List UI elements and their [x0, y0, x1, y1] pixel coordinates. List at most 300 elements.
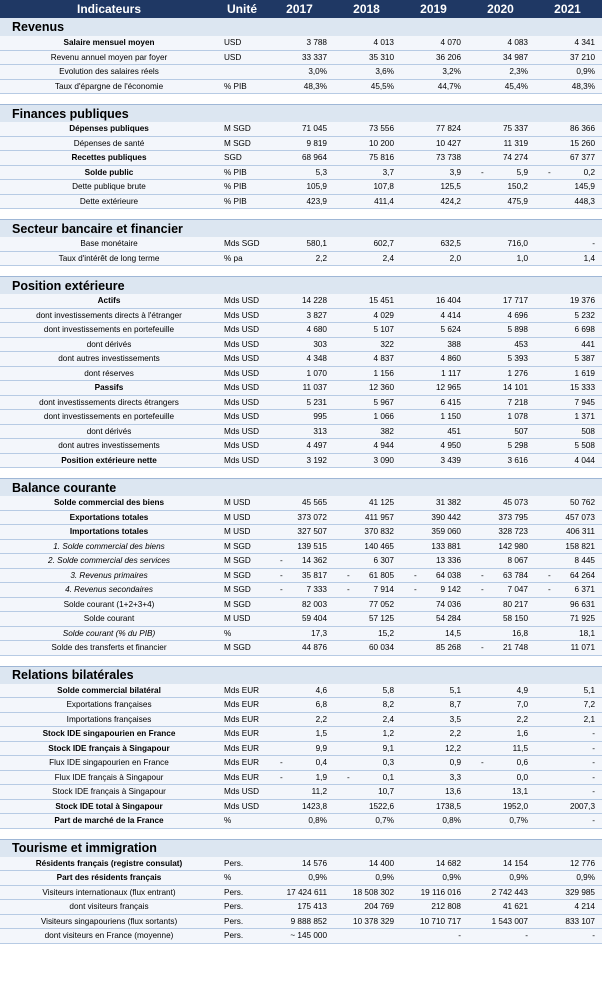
row-label: Position extérieure nette — [61, 455, 157, 465]
table-row — [0, 396, 602, 411]
row-label: 1. Solde commercial des biens — [53, 541, 165, 551]
row-value: 33 337 — [301, 52, 327, 62]
row-value: 2,0 — [449, 253, 461, 263]
section-title: Finances publiques — [0, 104, 602, 122]
table-row — [0, 684, 602, 699]
row-value: 140 465 — [364, 541, 394, 551]
row-value: 82 003 — [301, 599, 327, 609]
row-unit: M USD — [224, 614, 251, 624]
row-value: 85 268 — [435, 643, 461, 653]
row-label: dont dérivés — [86, 339, 132, 349]
row-value: 373 795 — [498, 512, 528, 522]
row-unit: % — [224, 873, 232, 883]
row-unit: Mds USD — [224, 441, 260, 451]
row-value: - 6 371 — [548, 585, 595, 595]
row-label: Exportations totales — [69, 512, 149, 522]
row-value: 10,7 — [378, 787, 394, 797]
row-value: 13,1 — [512, 787, 528, 797]
row-value: 5 898 — [507, 325, 528, 335]
row-value: 453 — [514, 339, 528, 349]
row-unit: % pa — [224, 253, 243, 263]
row-value: 313 — [313, 426, 327, 436]
row-value: 5 298 — [507, 441, 528, 451]
row-value: - — [592, 239, 595, 249]
table-row — [0, 771, 602, 786]
row-value: 448,3 — [574, 196, 595, 206]
row-value: 4 414 — [440, 310, 461, 320]
section-spacer — [0, 94, 602, 104]
row-value: 4 950 — [440, 441, 461, 451]
row-value: 10 200 — [368, 138, 394, 148]
row-value: 44 876 — [301, 643, 327, 653]
row-value: 1 078 — [507, 412, 528, 422]
row-value: 77 052 — [368, 599, 394, 609]
row-value: - 0,4 — [280, 758, 327, 768]
row-unit: M SGD — [224, 585, 251, 595]
row-unit: M SGD — [224, 541, 251, 551]
row-value: - 64 038 — [414, 570, 461, 580]
row-value: 0,9% — [509, 873, 528, 883]
row-label: Evolution des salaires réels — [59, 67, 159, 77]
row-value: 1,0 — [516, 253, 528, 263]
row-value: 1,5 — [315, 729, 327, 739]
row-label: dont visiteurs français — [69, 902, 149, 912]
table-row — [0, 900, 602, 915]
row-unit: Mds USD — [224, 325, 260, 335]
row-value: 34 987 — [502, 52, 528, 62]
row-label: 2. Solde commercial des services — [48, 556, 170, 566]
row-unit: % PIB — [224, 182, 247, 192]
table-body — [0, 18, 602, 944]
row-value: 6 698 — [574, 325, 595, 335]
table-row — [0, 367, 602, 382]
row-unit: Mds USD — [224, 787, 260, 797]
row-value: 424,2 — [440, 196, 461, 206]
row-value: 50 762 — [569, 498, 595, 508]
row-unit: Mds USD — [224, 310, 260, 320]
row-value: 1,6 — [516, 729, 528, 739]
row-value: 11,5 — [512, 743, 528, 753]
row-label: Visiteurs internationaux (flux entrant) — [42, 887, 176, 897]
row-label: dont visiteurs en France (moyenne) — [44, 931, 174, 941]
row-value: 406 311 — [566, 527, 595, 537]
row-value: 3,2% — [442, 67, 461, 77]
row-value: 4 860 — [440, 354, 461, 364]
row-value: 14 228 — [301, 296, 327, 306]
row-value: 71 925 — [569, 614, 595, 624]
row-label: Taux d'épargne de l'économie — [54, 81, 164, 91]
row-value: 9 888 852 — [290, 916, 327, 926]
section-title: Secteur bancaire et financier — [0, 219, 602, 237]
row-value: 0,9% — [308, 873, 327, 883]
row-value: - 14 362 — [280, 556, 327, 566]
row-value: 14,5 — [445, 628, 461, 638]
row-value: 17 717 — [502, 296, 528, 306]
row-unit: % PIB — [224, 81, 247, 91]
row-value: 9,9 — [315, 743, 327, 753]
row-value: 451 — [447, 426, 461, 436]
row-value: 716,0 — [507, 239, 528, 249]
row-unit: Mds USD — [224, 296, 260, 306]
row-label: Solde public — [84, 167, 134, 177]
row-value: 632,5 — [440, 239, 461, 249]
row-value: 5 508 — [574, 441, 595, 451]
row-value: 3 827 — [306, 310, 327, 320]
row-value: 4 680 — [306, 325, 327, 335]
row-label: dont autres investissements — [58, 354, 160, 364]
row-value: 45,4% — [504, 81, 528, 91]
row-value: 80 217 — [502, 599, 528, 609]
row-value: 327 507 — [297, 527, 327, 537]
row-value: 0,8% — [442, 816, 461, 826]
table-row — [0, 425, 602, 440]
row-value: 2007,3 — [569, 801, 595, 811]
table-row — [0, 410, 602, 425]
table-row — [0, 857, 602, 872]
table-row — [0, 727, 602, 742]
row-label: Revenu annuel moyen par foyer — [50, 52, 168, 62]
table-row — [0, 871, 602, 886]
row-value: 68 964 — [301, 153, 327, 163]
row-value: 5 232 — [574, 310, 595, 320]
row-label: Dépenses de santé — [73, 138, 145, 148]
row-value: - 7 047 — [481, 585, 528, 595]
row-value: 1 070 — [306, 368, 327, 378]
row-value: 15 451 — [368, 296, 394, 306]
row-value: 8,2 — [382, 700, 394, 710]
row-value: 35 310 — [368, 52, 394, 62]
row-value: 74 036 — [435, 599, 461, 609]
row-value: 5,8 — [382, 685, 394, 695]
row-value: 73 556 — [368, 124, 394, 134]
row-value: 59 404 — [301, 614, 327, 624]
row-label: Visiteurs singapouriens (flux sortants) — [40, 916, 178, 926]
row-value: 3,5 — [449, 714, 461, 724]
row-value: 1952,0 — [502, 801, 528, 811]
row-label: Solde commercial des biens — [53, 498, 165, 508]
row-unit: Mds USD — [224, 455, 260, 465]
row-unit: USD — [224, 52, 242, 62]
table-row — [0, 554, 602, 569]
row-value: 5 624 — [440, 325, 461, 335]
row-value: 2,2 — [449, 729, 461, 739]
row-value: 4 044 — [574, 455, 595, 465]
row-unit: Mds EUR — [224, 743, 260, 753]
row-value: 2,4 — [382, 714, 394, 724]
row-value: 125,5 — [440, 182, 461, 192]
row-value: 0,3 — [382, 758, 394, 768]
row-value: 19 116 016 — [420, 887, 461, 897]
row-value: 14 682 — [435, 858, 461, 868]
row-value: 602,7 — [373, 239, 394, 249]
row-label: Solde courant — [83, 614, 135, 624]
row-value: 5 107 — [373, 325, 394, 335]
table-row — [0, 612, 602, 627]
row-value: 6 307 — [373, 556, 394, 566]
row-value: 150,2 — [507, 182, 528, 192]
row-value: 86 366 — [569, 124, 595, 134]
row-label: dont investissements directs à l'étranger — [36, 310, 182, 320]
row-value: 133 881 — [431, 541, 461, 551]
row-label: Passifs — [94, 383, 124, 393]
header-unit: Unité — [227, 2, 257, 16]
row-label: Importations françaises — [66, 714, 152, 724]
row-value: 5,1 — [583, 685, 595, 695]
row-value: 5 231 — [306, 397, 327, 407]
row-value: - — [592, 931, 595, 941]
table-row — [0, 569, 602, 584]
table-row — [0, 627, 602, 642]
row-value: 48,3% — [303, 81, 327, 91]
row-value: 0,7% — [375, 816, 394, 826]
row-value: 7 945 — [574, 397, 595, 407]
row-value: - 0,1 — [347, 772, 394, 782]
row-value: 15,2 — [378, 628, 394, 638]
row-unit: M SGD — [224, 138, 251, 148]
row-value: 1,2 — [382, 729, 394, 739]
row-label: Base monétaire — [80, 239, 138, 249]
row-value: 36 206 — [435, 52, 461, 62]
row-value: 0,9% — [442, 873, 461, 883]
table-row — [0, 886, 602, 901]
row-label: dont autres investissements — [58, 441, 160, 451]
row-value: - — [525, 931, 528, 941]
table-row — [0, 439, 602, 454]
row-value: - 0,6 — [481, 758, 528, 768]
row-value: 1 371 — [574, 412, 595, 422]
row-value: 73 738 — [435, 153, 461, 163]
row-unit: USD — [224, 38, 242, 48]
row-value: 17 424 611 — [286, 887, 327, 897]
section-title: Revenus — [0, 18, 602, 36]
row-unit: % — [224, 816, 232, 826]
table-row — [0, 151, 602, 166]
row-value: 322 — [380, 339, 394, 349]
row-label: Solde des transferts et financier — [51, 643, 167, 653]
row-value: 75 816 — [368, 153, 394, 163]
row-value: 14 400 — [368, 858, 394, 868]
row-value: 4 497 — [306, 441, 327, 451]
table-row — [0, 525, 602, 540]
row-value: 0,9 — [449, 758, 461, 768]
row-value: 175 413 — [297, 902, 327, 912]
row-unit: Mds USD — [224, 383, 260, 393]
row-value: 5,3 — [315, 167, 327, 177]
row-value: 6,8 — [315, 700, 327, 710]
row-value: 3,7 — [382, 167, 394, 177]
row-unit: Mds EUR — [224, 700, 260, 710]
row-value: 204 769 — [364, 902, 394, 912]
table-row — [0, 756, 602, 771]
row-value: 105,9 — [306, 182, 327, 192]
row-value: 303 — [313, 339, 327, 349]
row-unit: Pers. — [224, 931, 244, 941]
header-year: 2020 — [487, 2, 514, 16]
row-value: 12 360 — [368, 383, 394, 393]
row-value: - 9 142 — [414, 585, 461, 595]
row-unit: M SGD — [224, 599, 251, 609]
table-row — [0, 800, 602, 815]
row-value: 3,6% — [375, 67, 394, 77]
table-row — [0, 713, 602, 728]
row-unit: Mds USD — [224, 397, 260, 407]
row-value: 0,9% — [576, 67, 595, 77]
table-row — [0, 598, 602, 613]
row-value: 4 341 — [574, 38, 595, 48]
row-value: 16 404 — [435, 296, 461, 306]
table-row — [0, 496, 602, 511]
row-value: 3,3 — [449, 772, 461, 782]
section-spacer — [0, 266, 602, 276]
row-unit: M USD — [224, 498, 251, 508]
row-value: - 0,2 — [548, 167, 595, 177]
row-label: dont investissements en portefeuille — [43, 412, 175, 422]
row-label: dont investissements directs étrangers — [39, 397, 179, 407]
row-value: 3,0% — [308, 67, 327, 77]
row-unit: SGD — [224, 153, 242, 163]
row-value: 60 034 — [368, 643, 394, 653]
row-value: - — [592, 816, 595, 826]
row-unit: Mds EUR — [224, 714, 260, 724]
table-row — [0, 698, 602, 713]
row-value: 3 788 — [306, 38, 327, 48]
row-unit: M SGD — [224, 556, 251, 566]
row-unit: M USD — [224, 512, 251, 522]
row-value: - 7 914 — [347, 585, 394, 595]
row-value: 11 037 — [302, 383, 327, 393]
row-value: 12 965 — [435, 383, 461, 393]
row-value: 107,8 — [373, 182, 394, 192]
row-label: Solde commercial bilatéral — [57, 685, 161, 695]
row-value: 19 376 — [569, 296, 595, 306]
row-value: 411,4 — [374, 196, 394, 206]
row-value: 13 336 — [435, 556, 461, 566]
row-label: Actifs — [97, 296, 121, 306]
row-value: 5 387 — [574, 354, 595, 364]
row-value: 390 442 — [431, 512, 461, 522]
row-label: Solde courant (% du PIB) — [62, 628, 156, 638]
header-year: 2019 — [420, 2, 447, 16]
row-value: 10 427 — [435, 138, 461, 148]
row-value: - — [592, 758, 595, 768]
row-value: 11 071 — [570, 643, 595, 653]
row-unit: Mds USD — [224, 426, 260, 436]
row-value: 5 967 — [373, 397, 394, 407]
row-value: 8 067 — [507, 556, 528, 566]
table-row — [0, 641, 602, 656]
row-value: - — [592, 787, 595, 797]
row-value: 4,9 — [516, 685, 528, 695]
section-spacer — [0, 209, 602, 219]
row-value: 18,1 — [579, 628, 595, 638]
row-value: 158 821 — [565, 541, 595, 551]
row-value: 45,5% — [370, 81, 394, 91]
row-value: 45 073 — [502, 498, 528, 508]
row-unit: M USD — [224, 527, 251, 537]
row-label: Dépenses publiques — [69, 124, 149, 134]
row-value: 75 337 — [502, 124, 528, 134]
row-unit: Pers. — [224, 902, 244, 912]
row-value: 359 060 — [431, 527, 461, 537]
row-value: 10 710 717 — [420, 916, 461, 926]
row-value: 17,3 — [311, 628, 327, 638]
row-value: 0,0 — [516, 772, 528, 782]
row-value: 1423,8 — [301, 801, 327, 811]
row-value: - 35 817 — [280, 570, 327, 580]
row-value: 3 192 — [306, 455, 327, 465]
row-value: 7,0 — [516, 700, 528, 710]
row-value: ~ 145 000 — [290, 931, 327, 941]
row-value: 328 723 — [498, 527, 528, 537]
row-value: 580,1 — [306, 239, 327, 249]
table-row — [0, 166, 602, 181]
table-row — [0, 294, 602, 309]
row-value: 4 837 — [373, 354, 394, 364]
row-value: 2,3% — [509, 67, 528, 77]
row-value: 41 621 — [502, 902, 528, 912]
row-label: dont dérivés — [86, 426, 132, 436]
row-value: 14 101 — [502, 383, 528, 393]
row-label: Exportations françaises — [66, 700, 152, 710]
row-value: 4 348 — [306, 354, 327, 364]
row-value: 7,2 — [583, 700, 595, 710]
row-value: 423,9 — [306, 196, 327, 206]
row-label: Part de marché de la France — [54, 816, 164, 826]
table-row — [0, 381, 602, 396]
table-row — [0, 252, 602, 267]
row-label: dont investissements en portefeuille — [43, 325, 175, 335]
row-label: Stock IDE total à Singapour — [55, 801, 163, 811]
row-unit: % PIB — [224, 196, 247, 206]
row-value: 2,2 — [516, 714, 528, 724]
row-unit: Mds USD — [224, 354, 260, 364]
row-value: 58 150 — [502, 614, 528, 624]
row-unit: Mds SGD — [224, 239, 260, 249]
row-value: 15 333 — [569, 383, 595, 393]
section-spacer — [0, 656, 602, 666]
row-value: 0,7% — [509, 816, 528, 826]
row-value: 1522,6 — [368, 801, 394, 811]
row-unit: Pers. — [224, 858, 244, 868]
row-value: - — [458, 931, 461, 941]
row-value: 41 125 — [368, 498, 394, 508]
row-value: 4 013 — [373, 38, 394, 48]
table-row — [0, 237, 602, 252]
table-row — [0, 65, 602, 80]
row-label: Résidents français (registre consulat) — [35, 858, 183, 868]
row-value: 2 742 443 — [491, 887, 528, 897]
row-value: 2,1 — [583, 714, 595, 724]
row-value: 31 382 — [435, 498, 461, 508]
row-value: 14 576 — [301, 858, 327, 868]
row-value: 11 319 — [503, 138, 528, 148]
row-value: 44,7% — [437, 81, 461, 91]
row-value: - 1,9 — [280, 772, 327, 782]
row-value: 11,2 — [311, 787, 327, 797]
row-label: Flux IDE singapourien en France — [49, 758, 169, 768]
row-unit: % — [224, 628, 232, 638]
row-value: 507 — [514, 426, 528, 436]
row-label: Dette extérieure — [79, 196, 139, 206]
table-row — [0, 36, 602, 51]
row-unit: Mds USD — [224, 339, 260, 349]
row-value: 212 808 — [431, 902, 461, 912]
row-value: 0,9% — [375, 873, 394, 883]
row-value: 4 083 — [507, 38, 528, 48]
table-row — [0, 742, 602, 757]
table-row — [0, 583, 602, 598]
row-label: 4. Revenus secondaires — [65, 585, 153, 595]
